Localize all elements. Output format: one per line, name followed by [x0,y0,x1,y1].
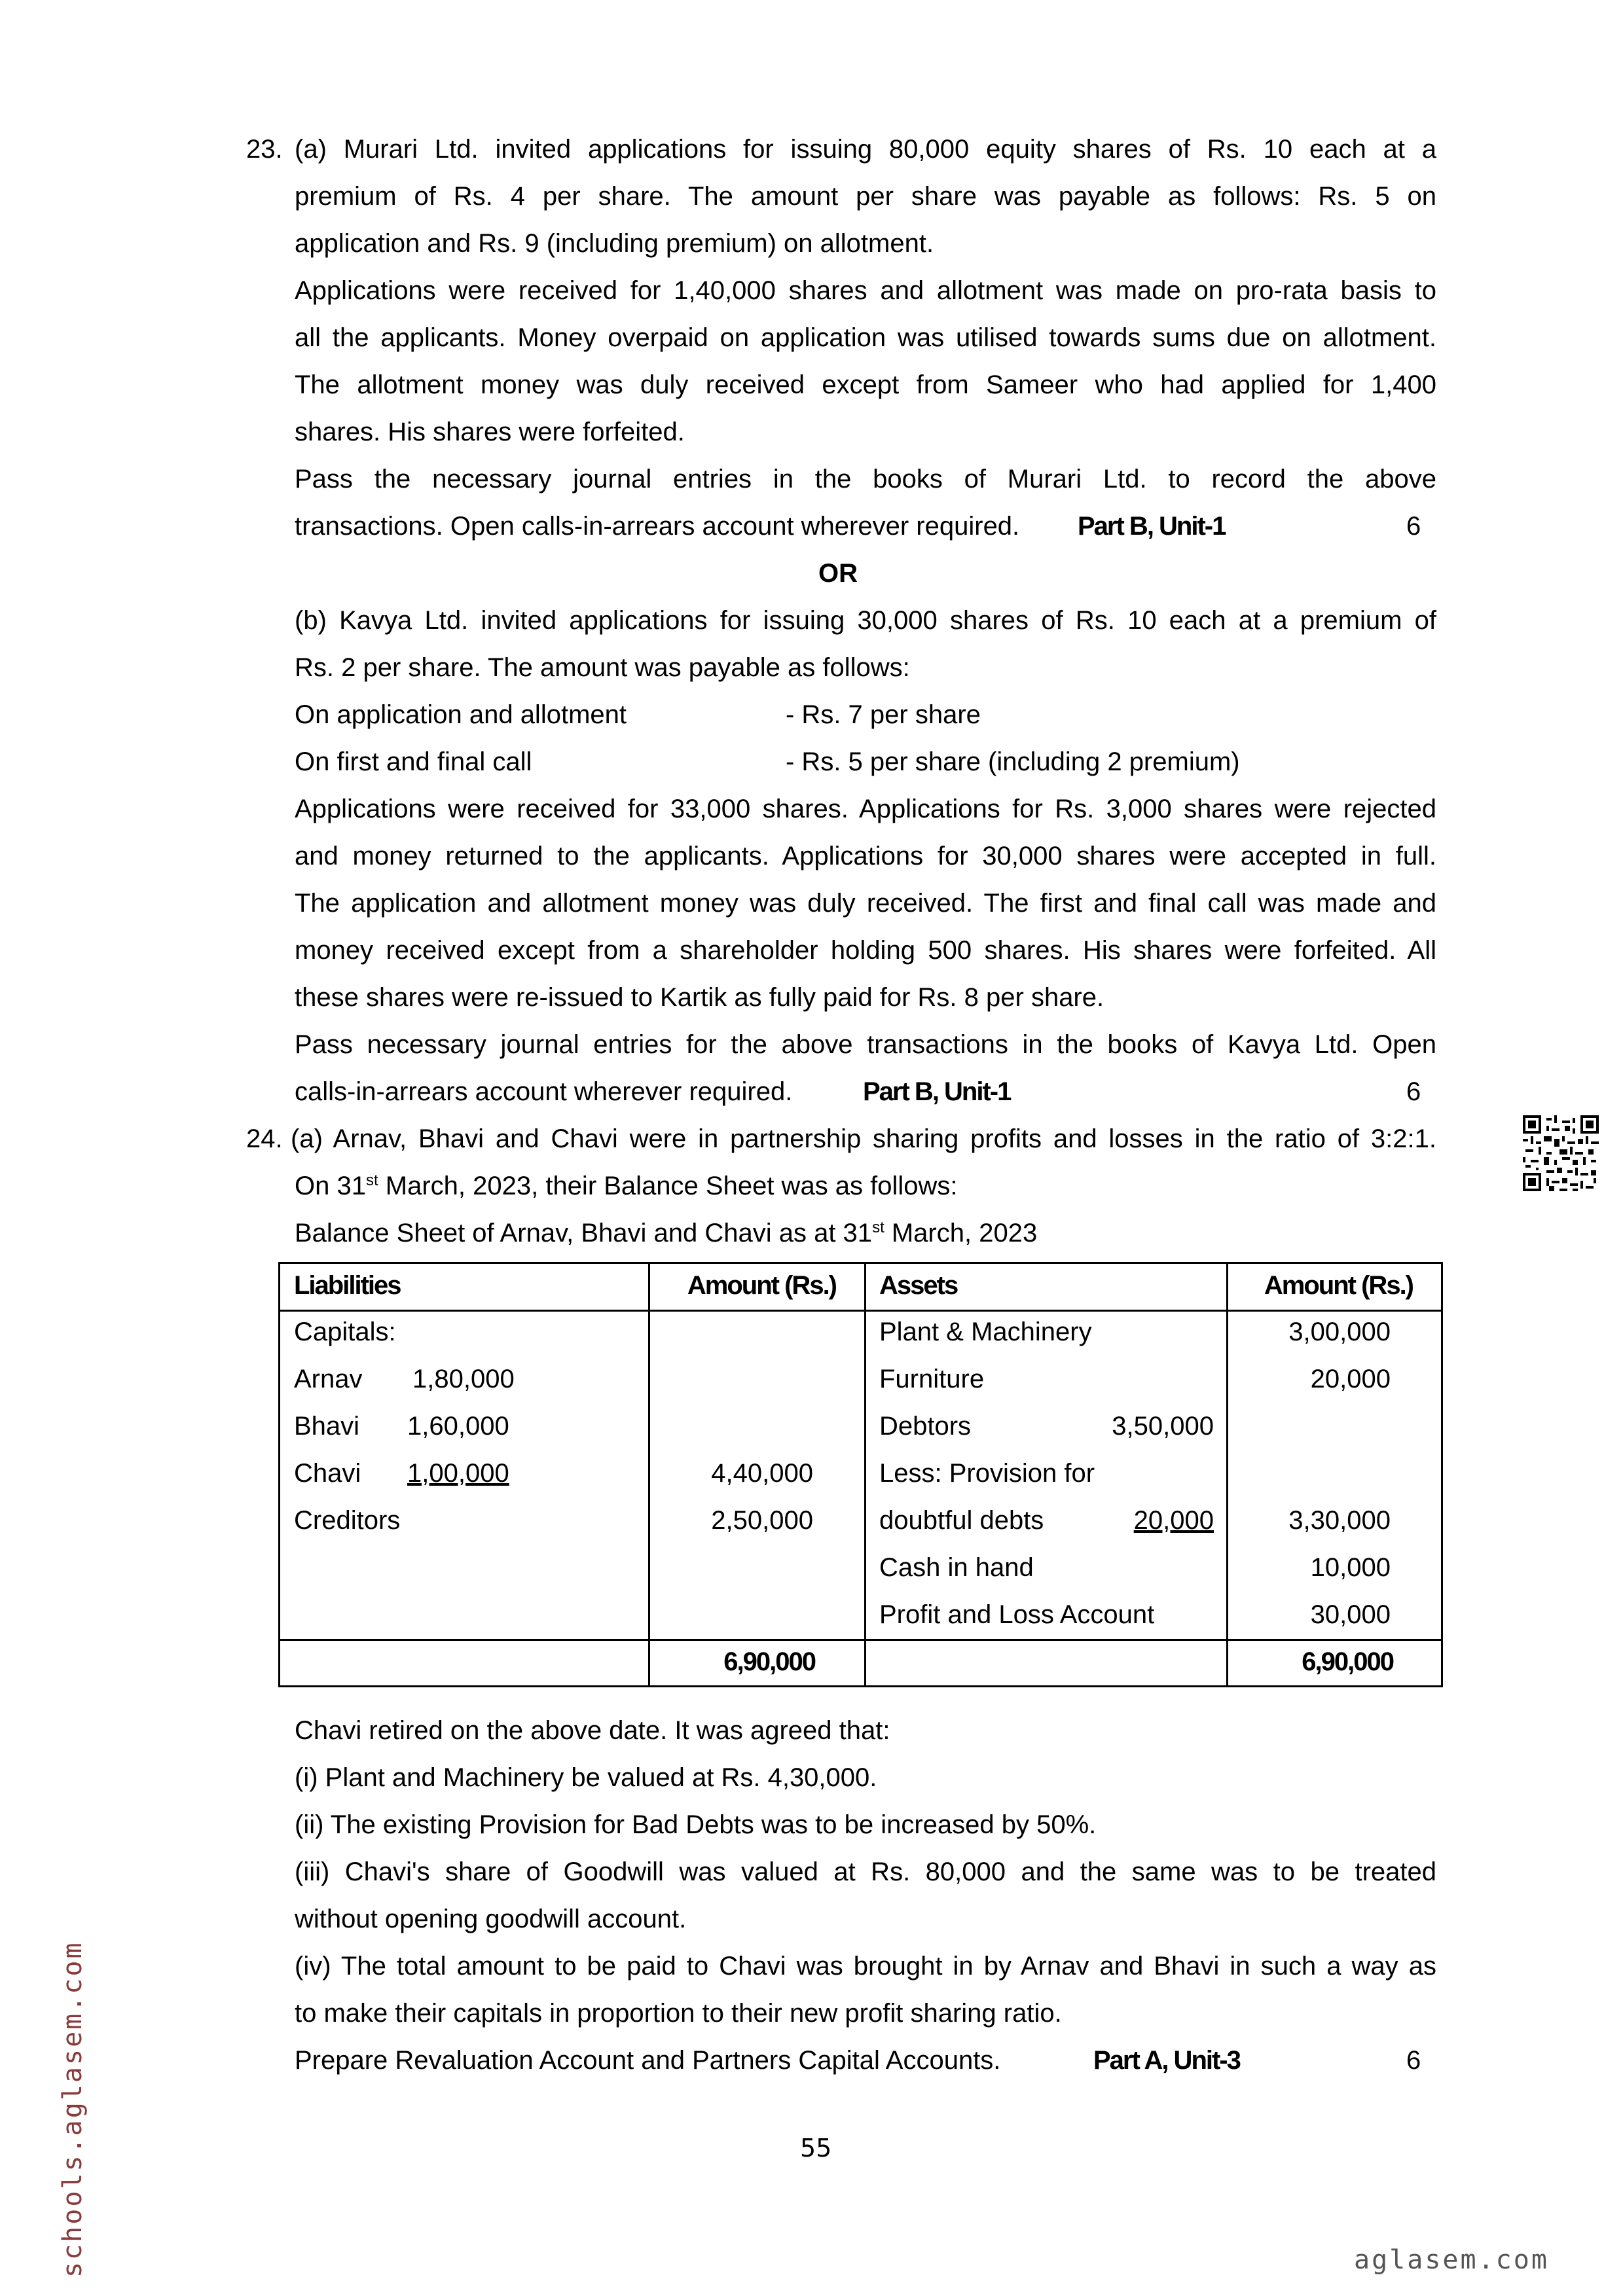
q24-after-4: (iii) Chavi's share of Goodwill was valued at Rs. 80,000 and the same was to be treated [295,1857,1436,1886]
q23b-body-7: calls-in-arrears account wherever required. [295,1077,793,1106]
q23b-body-2: and money returned to the applicants. Applications for 30,000 shares were accepted in full. [295,842,1436,870]
q24-after-2: (i) Plant and Machinery be valued at Rs. 4,30,000. [295,1763,877,1792]
partner-capital-arnav: 1,80,000 [412,1365,515,1393]
asset-furniture-amount: 20,000 [1310,1365,1391,1393]
qr-code-icon [1523,1115,1599,1191]
header-liabilities: Liabilities [294,1271,401,1300]
asset-cash-label: Cash in hand [879,1553,1034,1582]
q24-intro-line-1: (a) Arnav, Bhavi and Chavi were in partnership sharing profits and losses in the ratio of 3:2:1. [291,1124,1436,1153]
question-number-24: 24. [246,1124,283,1153]
total-liabilities: 6,90,000 [723,1647,815,1676]
q24-after-6: (iv) The total amount to be paid to Chavi was brought in by Arnav and Bhavi in such a way as [295,1952,1436,1981]
q24-intro-line-2: On 31st March, 2023, their Balance Sheet was as follows: [295,1172,958,1200]
or-separator: OR [818,559,858,588]
schedule-value-1: - Rs. 7 per share [786,700,981,729]
q23b-body-1: Applications were received for 33,000 shares. Applications for Rs. 3,000 shares were rejected [295,795,1436,823]
q23b-unit-reference: Part B, Unit-1 [863,1077,1011,1106]
q24-after-7: to make their capitals in proportion to their new profit sharing ratio. [295,1999,1062,2028]
schedule-label-2: On first and final call [295,747,532,776]
question-number-23: 23. [246,135,283,164]
asset-pl-label: Profit and Loss Account [879,1600,1155,1629]
total-assets: 6,90,000 [1302,1647,1393,1676]
q24-after-8: Prepare Revaluation Account and Partners Capital Accounts. [295,2046,1001,2075]
page-number: 55 [800,2134,832,2162]
header-liabilities-amount: Amount (Rs.) [687,1271,836,1300]
partner-capital-bhavi: 1,60,000 [407,1412,509,1441]
capitals-label: Capitals: [294,1318,396,1346]
q23b-body-6: Pass necessary journal entries for the above transactions in the books of Kavya Ltd. Open [295,1030,1436,1059]
q23a-line-3: application and Rs. 9 (including premium) on allotment. [295,229,934,258]
capitals-total: 4,40,000 [711,1459,813,1488]
q24-unit-reference: Part A, Unit-3 [1093,2046,1240,2075]
creditors-amount: 2,50,000 [711,1506,813,1535]
q23a-line-4: Applications were received for 1,40,000 shares and allotment was made on pro-rata basis to [295,276,1436,305]
q23a-marks: 6 [1406,512,1421,541]
q23b-line-1: (b) Kavya Ltd. invited applications for issuing 30,000 shares of Rs. 10 each at a premium of [295,606,1436,635]
balance-sheet-title: Balance Sheet of Arnav, Bhavi and Chavi as at 31st March, 2023 [295,1219,1038,1247]
q23a-line-1: (a) Murari Ltd. invited applications for issuing 80,000 equity shares of Rs. 10 each at a [295,135,1436,164]
q23b-marks: 6 [1406,1077,1421,1106]
partner-name-bhavi: Bhavi [294,1412,360,1441]
asset-plant-label: Plant & Machinery [879,1318,1092,1346]
q24-after-5: without opening goodwill account. [295,1905,687,1933]
partner-name-chavi: Chavi [294,1459,361,1488]
q23a-line-8: Pass the necessary journal entries in the books of Murari Ltd. to record the above [295,465,1436,493]
asset-plant-amount: 3,00,000 [1288,1318,1391,1346]
watermark-footer: aglasem.com [1354,2245,1549,2275]
partner-capital-chavi: 1,00,000 [407,1459,509,1488]
q23a-line-7: shares. His shares were forfeited. [295,418,685,446]
asset-debtors-amount: 3,50,000 [1112,1412,1214,1441]
q23a-line-2: premium of Rs. 4 per share. The amount per share was payable as follows: Rs. 5 on [295,182,1436,211]
q23b-body-4: money received except from a shareholder holding 500 shares. His shares were forfeited. All [295,936,1436,965]
header-assets: Assets [879,1271,958,1300]
asset-pl-amount: 30,000 [1310,1600,1391,1629]
asset-provision-label-1: Less: Provision for [879,1459,1095,1488]
asset-net-debtors: 3,30,000 [1288,1506,1391,1535]
asset-provision-amount: 20,000 [1133,1506,1214,1535]
q23b-body-5: these shares were re-issued to Kartik as fully paid for Rs. 8 per share. [295,983,1104,1012]
asset-provision-label-2: doubtful debts [879,1506,1044,1535]
schedule-label-1: On application and allotment [295,700,627,729]
q23b-body-3: The application and allotment money was duly received. The first and final call was made and [295,889,1436,918]
q24-marks: 6 [1406,2046,1421,2075]
partner-name-arnav: Arnav [294,1365,363,1393]
q23a-line-5: all the applicants. Money overpaid on application was utilised towards sums due on allotment. [295,323,1436,352]
watermark-side: schools.aglasem.com [58,1941,88,2278]
creditors-label: Creditors [294,1506,401,1535]
q23b-line-2: Rs. 2 per share. The amount was payable as follows: [295,653,910,682]
asset-cash-amount: 10,000 [1310,1553,1391,1582]
q24-after-3: (ii) The existing Provision for Bad Debts was to be increased by 50%. [295,1810,1097,1839]
asset-furniture-label: Furniture [879,1365,985,1393]
header-assets-amount: Amount (Rs.) [1264,1271,1413,1300]
asset-debtors-label: Debtors [879,1412,972,1441]
q24-after-1: Chavi retired on the above date. It was agreed that: [295,1716,890,1745]
q23a-line-6: The allotment money was duly received except from Sameer who had applied for 1,400 [295,370,1436,399]
q23a-unit-reference: Part B, Unit-1 [1078,512,1226,541]
q23a-line-9: transactions. Open calls-in-arrears account wherever required. [295,512,1020,541]
schedule-value-2: - Rs. 5 per share (including 2 premium) [786,747,1240,776]
